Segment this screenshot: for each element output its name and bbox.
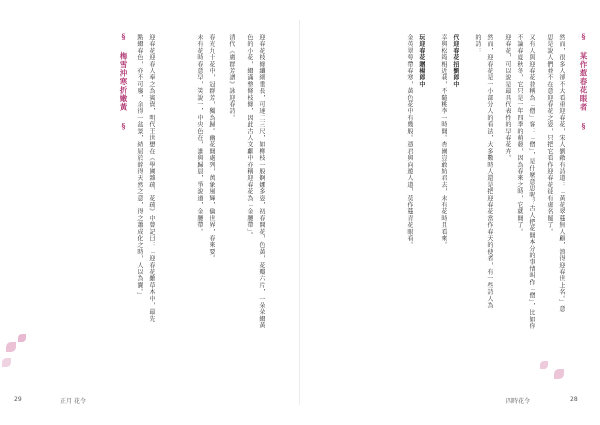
- body-column: 迎春花迎春人奉之為賓貴，明代王世懋在《學圃雜疏．花疏》中曾記曰：「迎春花雖草木中，最先: [148, 34, 155, 323]
- body-column: 未有花時春意早，笑說一，中央色在，誰與歸晨，爭說道，金腰帶。: [196, 34, 203, 235]
- poem-line: 金英翠萼帶春寒，黃色花中有幾般。憑君與向遊人道，莫作蔓青花眼看。: [406, 34, 413, 249]
- section-heading: § 某作惹春花眼者 §: [579, 32, 588, 132]
- body-column: 色的小花，綴滿整條枝條，因此古人文獻中亦稱迎春花為「金腰帶」。: [246, 34, 253, 239]
- body-column: 迎春花枝條纖細垂長，可達二三尺，如柳枝一般婀娜多姿，初春開花，色黃，花瓣六片，一朵朵綴黃: [258, 34, 265, 329]
- body-column: 然而，迎春花是一小部分人的看法，大多數時人還是把迎春花當作春天的使者，有一些詩人為: [486, 34, 493, 309]
- page-number: 29: [14, 396, 22, 403]
- body-column: 的詩：: [474, 34, 481, 55]
- running-title: 正月 花令: [60, 398, 86, 405]
- flower-illustration: [530, 355, 590, 395]
- body-column: 思是說人們並不在意迎春花之姿，只把它看作迎春花徒有虛名罷了。: [546, 34, 553, 235]
- body-column: 又有人與迎春花並稱為「僧」客：「僧」，是什麼意思呢？古人把花開本分的事情叫作「僧」，比如你: [528, 34, 535, 330]
- poem-title: 玩迎春花贈楊郎中: [418, 34, 425, 88]
- section-heading: § 梅雪沖寒折嫩黃 §: [119, 32, 128, 132]
- poem-line: 幸與松筠相近栽，不隨桃李一時開。杏園豈敢妨君去，未有花時且看來。: [440, 34, 447, 249]
- body-column: 清代《廣群芳譜》詠迎春詩。: [228, 34, 235, 122]
- body-column: 迎春花，可以說是最具代表性的早春花卉。: [504, 34, 511, 162]
- body-column: 春光九十花中，冠群芳，獨為歸。幽花開處列，萬象風輝，倫世界，春來要。: [208, 34, 215, 262]
- page-number: 28: [570, 396, 578, 403]
- body-column: 點綴春色，亦不可廢，余得一盆景，結屈於幹得天然之意，得之蕭成化之時，人以為寶。」: [136, 34, 143, 299]
- right-page: [300, 0, 600, 425]
- flower-illustration: [0, 330, 60, 390]
- body-column: 然而，很多人卻不大看重迎春花，宋人劉敞有詩道：「黃花翠蔓無人顧，浪得迎春世上名。」意: [558, 34, 565, 313]
- poem-title: 代迎春花招劉郎中: [452, 34, 459, 88]
- body-column: 不論春夏秋冬，它只是一年四季的萌發，因為春來之時，它就開了。: [516, 34, 523, 235]
- running-title: 四時花令: [506, 398, 531, 405]
